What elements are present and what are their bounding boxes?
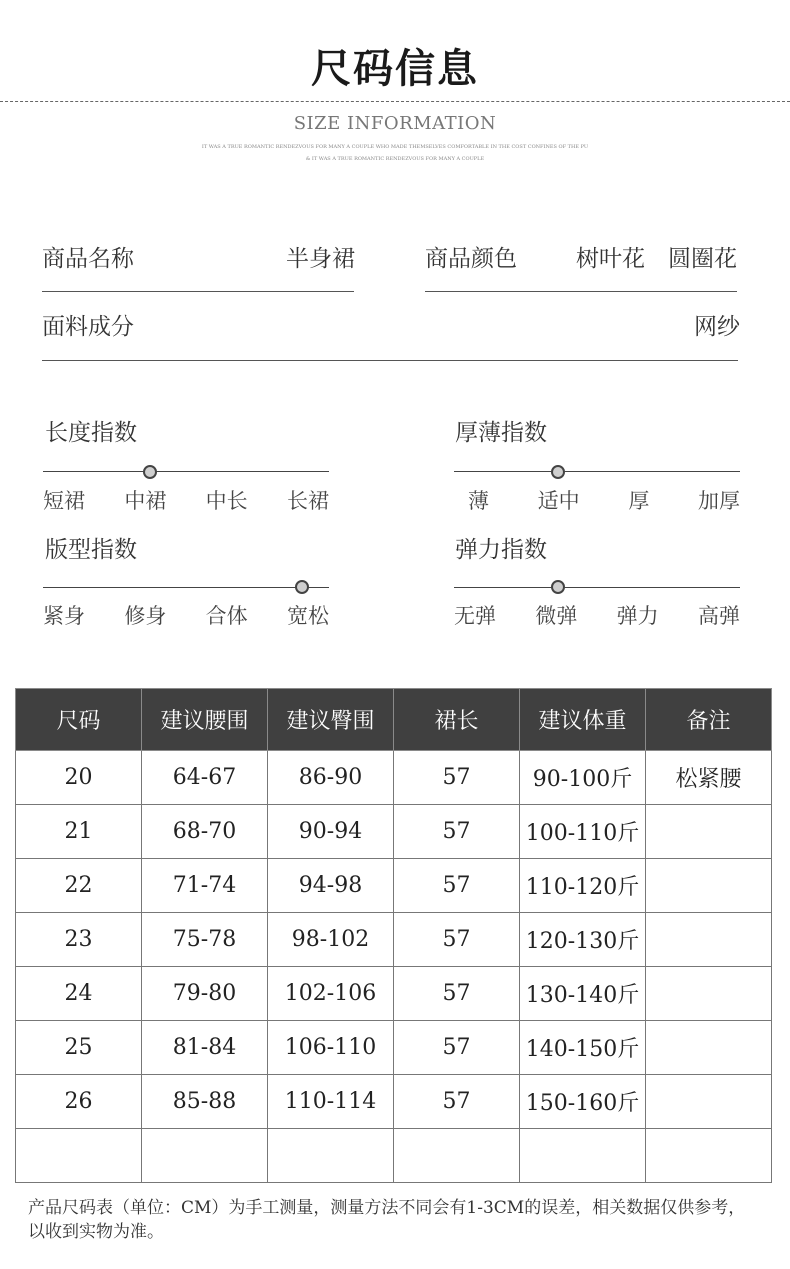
fit-index-options	[43, 602, 329, 630]
page-subtitle: SIZE INFORMATION	[293, 113, 497, 134]
cell-remarks	[646, 1129, 772, 1183]
length-option: 长裙	[286, 489, 329, 513]
table-row	[16, 859, 772, 913]
cell-hip: 110-114	[268, 1075, 394, 1129]
thickness-index-track	[454, 471, 740, 472]
cell-hip: 106-110	[268, 1021, 394, 1075]
cell-waist: 85-88	[142, 1075, 268, 1129]
fit-index-title: 版型指数	[45, 537, 137, 563]
table-row	[16, 1021, 772, 1075]
cell-size	[16, 1129, 142, 1183]
table-row	[16, 751, 772, 805]
elasticity-index-options	[454, 602, 740, 630]
header-hip: 建议臀围	[268, 689, 394, 751]
cell-hip: 98-102	[268, 913, 394, 967]
thickness-option: 薄	[468, 489, 489, 513]
length-option: 中裙	[124, 489, 167, 513]
fabric-label: 面料成分	[42, 314, 134, 340]
cell-size: 23	[16, 913, 142, 967]
cell-size: 24	[16, 967, 142, 1021]
cell-weight: 100-110斤	[520, 805, 646, 859]
product-color-underline	[425, 291, 737, 292]
thickness-option: 加厚	[697, 489, 740, 513]
header-waist: 建议腰围	[142, 689, 268, 751]
page-title: 尺码信息	[311, 45, 479, 92]
cell-weight: 130-140斤	[520, 967, 646, 1021]
length-index-track	[43, 471, 329, 472]
size-table-header-row	[16, 689, 772, 751]
cell-waist	[142, 1129, 268, 1183]
cell-skirt-length: 57	[394, 967, 520, 1021]
cell-skirt-length: 57	[394, 1075, 520, 1129]
cell-waist: 64-67	[142, 751, 268, 805]
tagline-line-2: & IT WAS A TRUE ROMANTIC RENDEZVOUS FOR MANY A COUPLE	[305, 156, 485, 162]
cell-weight: 150-160斤	[520, 1075, 646, 1129]
cell-skirt-length: 57	[394, 751, 520, 805]
length-option: 中长	[205, 489, 248, 513]
product-color-value-1: 树叶花	[576, 246, 645, 272]
elasticity-index-knob	[551, 580, 565, 594]
cell-size: 26	[16, 1075, 142, 1129]
cell-remarks	[646, 1021, 772, 1075]
elasticity-option: 无弹	[454, 604, 496, 628]
fit-option: 合体	[205, 604, 248, 628]
table-row	[16, 805, 772, 859]
length-index-options	[43, 487, 329, 515]
cell-weight: 110-120斤	[520, 859, 646, 913]
length-index-knob	[143, 465, 157, 479]
cell-size: 25	[16, 1021, 142, 1075]
cell-weight: 140-150斤	[520, 1021, 646, 1075]
cell-waist: 75-78	[142, 913, 268, 967]
cell-waist: 68-70	[142, 805, 268, 859]
fit-option: 紧身	[43, 604, 85, 628]
cell-waist: 79-80	[142, 967, 268, 1021]
product-name-label: 商品名称	[42, 246, 134, 272]
cell-remarks	[646, 913, 772, 967]
length-option: 短裙	[43, 489, 85, 513]
cell-waist: 71-74	[142, 859, 268, 913]
table-row	[16, 967, 772, 1021]
length-index-title: 长度指数	[45, 420, 137, 446]
header-remarks: 备注	[646, 689, 772, 751]
elasticity-index-track	[454, 587, 740, 588]
product-color-value-2: 圆圈花	[668, 246, 737, 272]
cell-hip: 86-90	[268, 751, 394, 805]
cell-remarks	[646, 1075, 772, 1129]
cell-skirt-length: 57	[394, 1021, 520, 1075]
cell-skirt-length: 57	[394, 913, 520, 967]
table-row	[16, 1129, 772, 1183]
thickness-index-title: 厚薄指数	[455, 420, 547, 446]
cell-skirt-length: 57	[394, 859, 520, 913]
product-name-value: 半身裙	[286, 246, 355, 272]
table-row	[16, 1075, 772, 1129]
product-color-label: 商品颜色	[425, 246, 517, 272]
fit-option: 宽松	[286, 604, 329, 628]
thickness-option: 厚	[628, 489, 650, 513]
fabric-value: 网纱	[694, 314, 740, 340]
header-weight: 建议体重	[520, 689, 646, 751]
dashed-divider	[0, 101, 790, 102]
size-table	[15, 688, 772, 1183]
measurement-note: 产品尺码表（单位：CM）为手工测量，测量方法不同会有1-3CM的误差，相关数据仅供参考，以收到实物为准。	[28, 1198, 746, 1242]
cell-size: 22	[16, 859, 142, 913]
cell-remarks: 松紧腰	[646, 751, 772, 805]
elasticity-option: 高弹	[697, 604, 740, 628]
product-name-underline	[42, 291, 354, 292]
cell-weight: 120-130斤	[520, 913, 646, 967]
cell-remarks	[646, 967, 772, 1021]
elasticity-index-title: 弹力指数	[455, 537, 547, 563]
thickness-index-options	[454, 487, 740, 515]
cell-hip: 102-106	[268, 967, 394, 1021]
cell-remarks	[646, 805, 772, 859]
fit-option: 修身	[124, 604, 167, 628]
thickness-index-knob	[551, 465, 565, 479]
header-skirt-length: 裙长	[394, 689, 520, 751]
header-size: 尺码	[16, 689, 142, 751]
cell-skirt-length	[394, 1129, 520, 1183]
cell-size: 20	[16, 751, 142, 805]
cell-skirt-length: 57	[394, 805, 520, 859]
fit-index-knob	[295, 580, 309, 594]
cell-hip: 90-94	[268, 805, 394, 859]
cell-weight: 90-100斤	[520, 751, 646, 805]
fit-index-track	[43, 587, 329, 588]
elasticity-option: 微弹	[535, 604, 578, 628]
cell-hip	[268, 1129, 394, 1183]
table-row	[16, 913, 772, 967]
tagline-line-1: IT WAS A TRUE ROMANTIC RENDEZVOUS FOR MANY A COUPLE WHO MADE THEMSELVES COMFORTABLE IN THE COST CONFINES OF THE PU	[201, 144, 589, 150]
cell-hip: 94-98	[268, 859, 394, 913]
thickness-option: 适中	[537, 489, 580, 513]
fabric-underline	[42, 360, 738, 361]
cell-remarks	[646, 859, 772, 913]
cell-size: 21	[16, 805, 142, 859]
elasticity-option: 弹力	[616, 604, 659, 628]
cell-waist: 81-84	[142, 1021, 268, 1075]
cell-weight	[520, 1129, 646, 1183]
